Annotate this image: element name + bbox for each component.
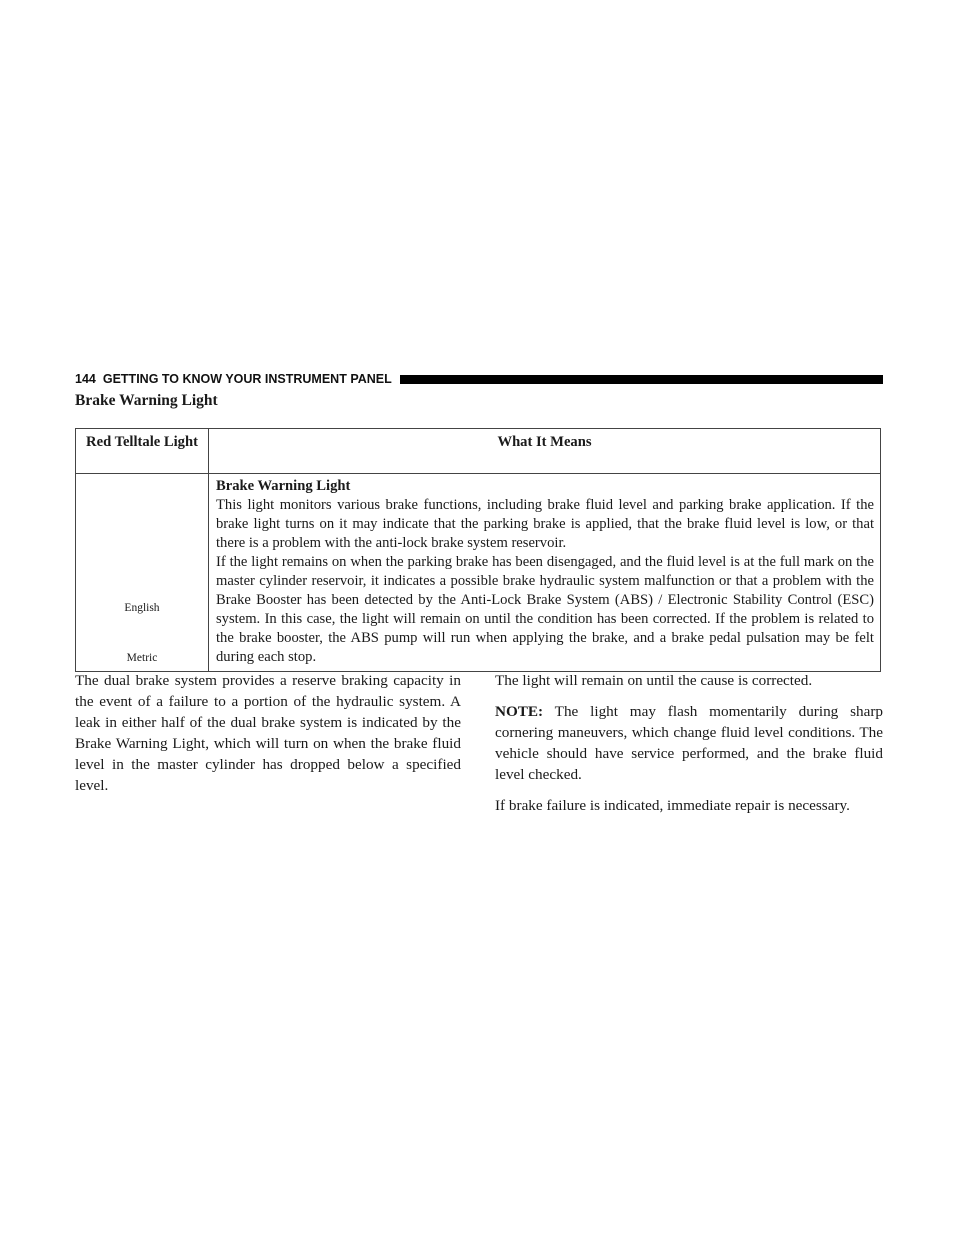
header-rule	[400, 375, 883, 384]
telltale-table	[75, 428, 881, 672]
page-header	[75, 371, 883, 387]
meaning-paragraph-2: If the light remains on when the parking brake has been disengaged, and the fluid level is at the full mark on the master cylinder reservoir, it indicates a possible brake hydraulic system malfunction or that a problem with the Brake Booster has been detected by the Anti-Lock Brake System (ABS) / Electronic Stability Control (ESC) system. In this case, the light will remain on until the condition has been corrected. If the problem is related to the brake booster, the ABS pump will run when applying the brake, and a brake pedal pulsation may be felt during each stop.	[216, 554, 874, 665]
label-metric: Metric	[126, 652, 158, 664]
note-label: NOTE:	[495, 703, 544, 720]
table-row	[76, 474, 881, 672]
col-header-meaning: What It Means	[209, 429, 881, 474]
table-header-row	[76, 429, 881, 474]
section-title: GETTING TO KNOW YOUR INSTRUMENT PANEL	[102, 372, 392, 386]
section-heading: Brake Warning Light	[75, 392, 218, 409]
body-paragraph-brake-failure: If brake failure is indicated, immediate repair is necessary.	[495, 797, 850, 814]
label-english: English	[124, 602, 160, 614]
left-column	[75, 670, 461, 806]
telltale-light-cell	[76, 474, 209, 672]
body-paragraph-dual-brake: The dual brake system provides a reserve braking capacity in the event of a failure to a portion of the hydraulic system. A leak in either half of the dual brake system is indicated by the Brake Warning Light, which will turn on when the brake fluid level in the master cylinder has dropped below a specified level.	[75, 672, 461, 794]
meaning-title: Brake Warning Light	[216, 478, 351, 494]
right-column	[495, 670, 883, 826]
note-text: The light may flash momentarily during sharp cornering maneuvers, which change fluid level conditions. The vehicle should have service performed, and the brake fluid level checked.	[495, 703, 883, 783]
meaning-paragraph-1: This light monitors various brake functions, including brake fluid level and parking brake application. If the brake light turns on it may indicate that the parking brake is applied, that the brake fluid level is low, or that there is a problem with the anti-lock brake system reservoir.	[216, 497, 874, 551]
meaning-cell	[209, 474, 881, 672]
note-paragraph	[495, 701, 883, 785]
body-paragraph-light-remains: The light will remain on until the cause is corrected.	[495, 672, 813, 689]
col-header-telltale: Red Telltale Light	[76, 429, 209, 474]
page-number: 144	[75, 372, 96, 386]
